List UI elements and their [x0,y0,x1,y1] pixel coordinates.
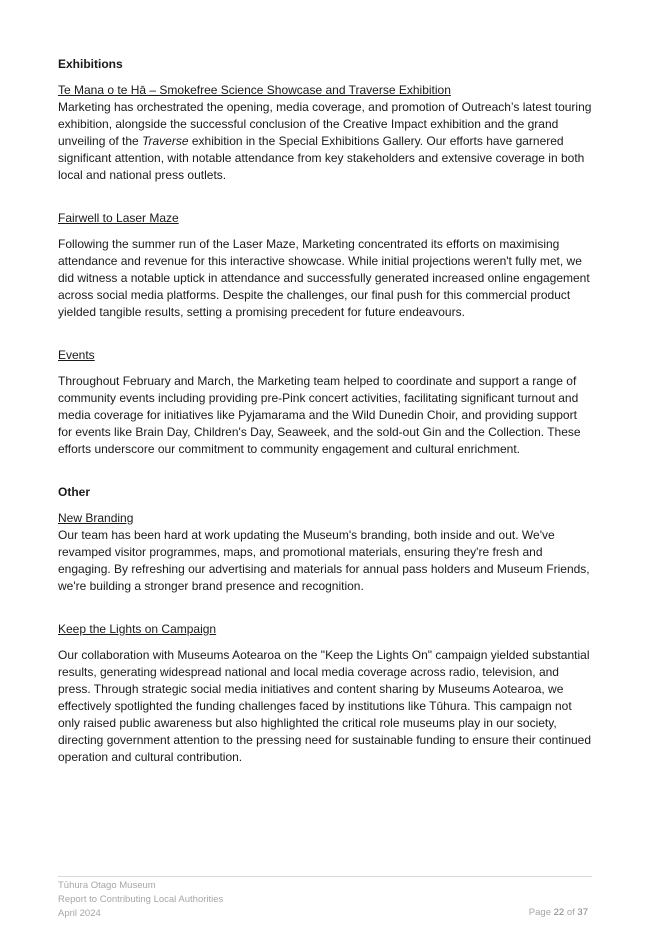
new-branding-body: Our team has been hard at work updating the Museum's branding, both inside and out. We've revamped visitor programmes, maps, and promotional materials, ensuring they're fresh and engaging. By refreshing our advertising and materials for annual pass holders and Museum Friends, we're building a stronger brand presence and recognition. [58,528,590,593]
laser-maze-body: Following the summer run of the Laser Maze, Marketing concentrated its efforts on maximising attendance and revenue for this interactive showcase. While initial projections weren't fully met, we did witness a notable uptick in attendance and successfully generated increased online engagement across social media platforms. Despite the challenges, our final push for this commercial product yielded tangible results, setting a promising precedent for future endeavours. [58,237,590,319]
page-current: 22 [553,907,565,918]
keep-lights-body: Our collaboration with Museums Aotearoa on the "Keep the Lights On" campaign yielded substantial results, generating widespread national and local media coverage across radio, television, and press. Through strategic social media initiatives and content sharing by Museums Aotearoa, we effectively spotlighted the funding challenges faced by institutions like Tūhura. This campaign not only raised public awareness but also highlighted the critical role museums play in our society, directing government attention to the pressing need for sustainable funding to ensure their continued operation and cultural contribution. [58,648,592,764]
te-mana-title: Te Mana o te Hā – Smokefree Science Showcase and Traverse Exhibition [58,83,451,97]
new-branding-title: New Branding [58,511,134,525]
events-title: Events [58,348,95,362]
exhibitions-heading: Exhibitions [58,57,123,71]
events-body: Throughout February and March, the Marketing team helped to coordinate and support a range of community events including providing pre-Pink concert activities, facilitating significant turnout and media coverage for initiatives like Pyjamarama and the Wild Dunedin Choir, and providing support for events like Brain Day, Children's Day, Seaweek, and the sold-out Gin and the Collection. These efforts underscore our commitment to community engagement and cultural enrichment. [58,374,581,456]
footer-date: April 2024 [58,908,101,919]
page-total: 37 [577,907,588,918]
other-heading: Other [58,485,91,499]
footer-report: Report to Contributing Local Authorities [58,894,224,905]
footer-org: Tūhura Otago Museum [58,880,156,891]
laser-maze-title: Fairwell to Laser Maze [58,211,179,225]
page-number: Page 22 of 37 [528,907,588,918]
te-mana-body: Marketing has orchestrated the opening, media coverage, and promotion of Outreach’s latest touring exhibition, alongside the successful conclusion of the Creative Impact exhibition and the grand unveiling of the Traverse exhibition in the Special Exhibitions Gallery. Our efforts have garnered significant attention, with notable attendance from key stakeholders and extensive coverage in both local and national press outlets. [58,100,592,182]
document-page [58,56,592,766]
page-footer [58,876,592,921]
traverse-italic: Traverse [142,134,189,148]
keep-lights-title: Keep the Lights on Campaign [58,622,217,636]
